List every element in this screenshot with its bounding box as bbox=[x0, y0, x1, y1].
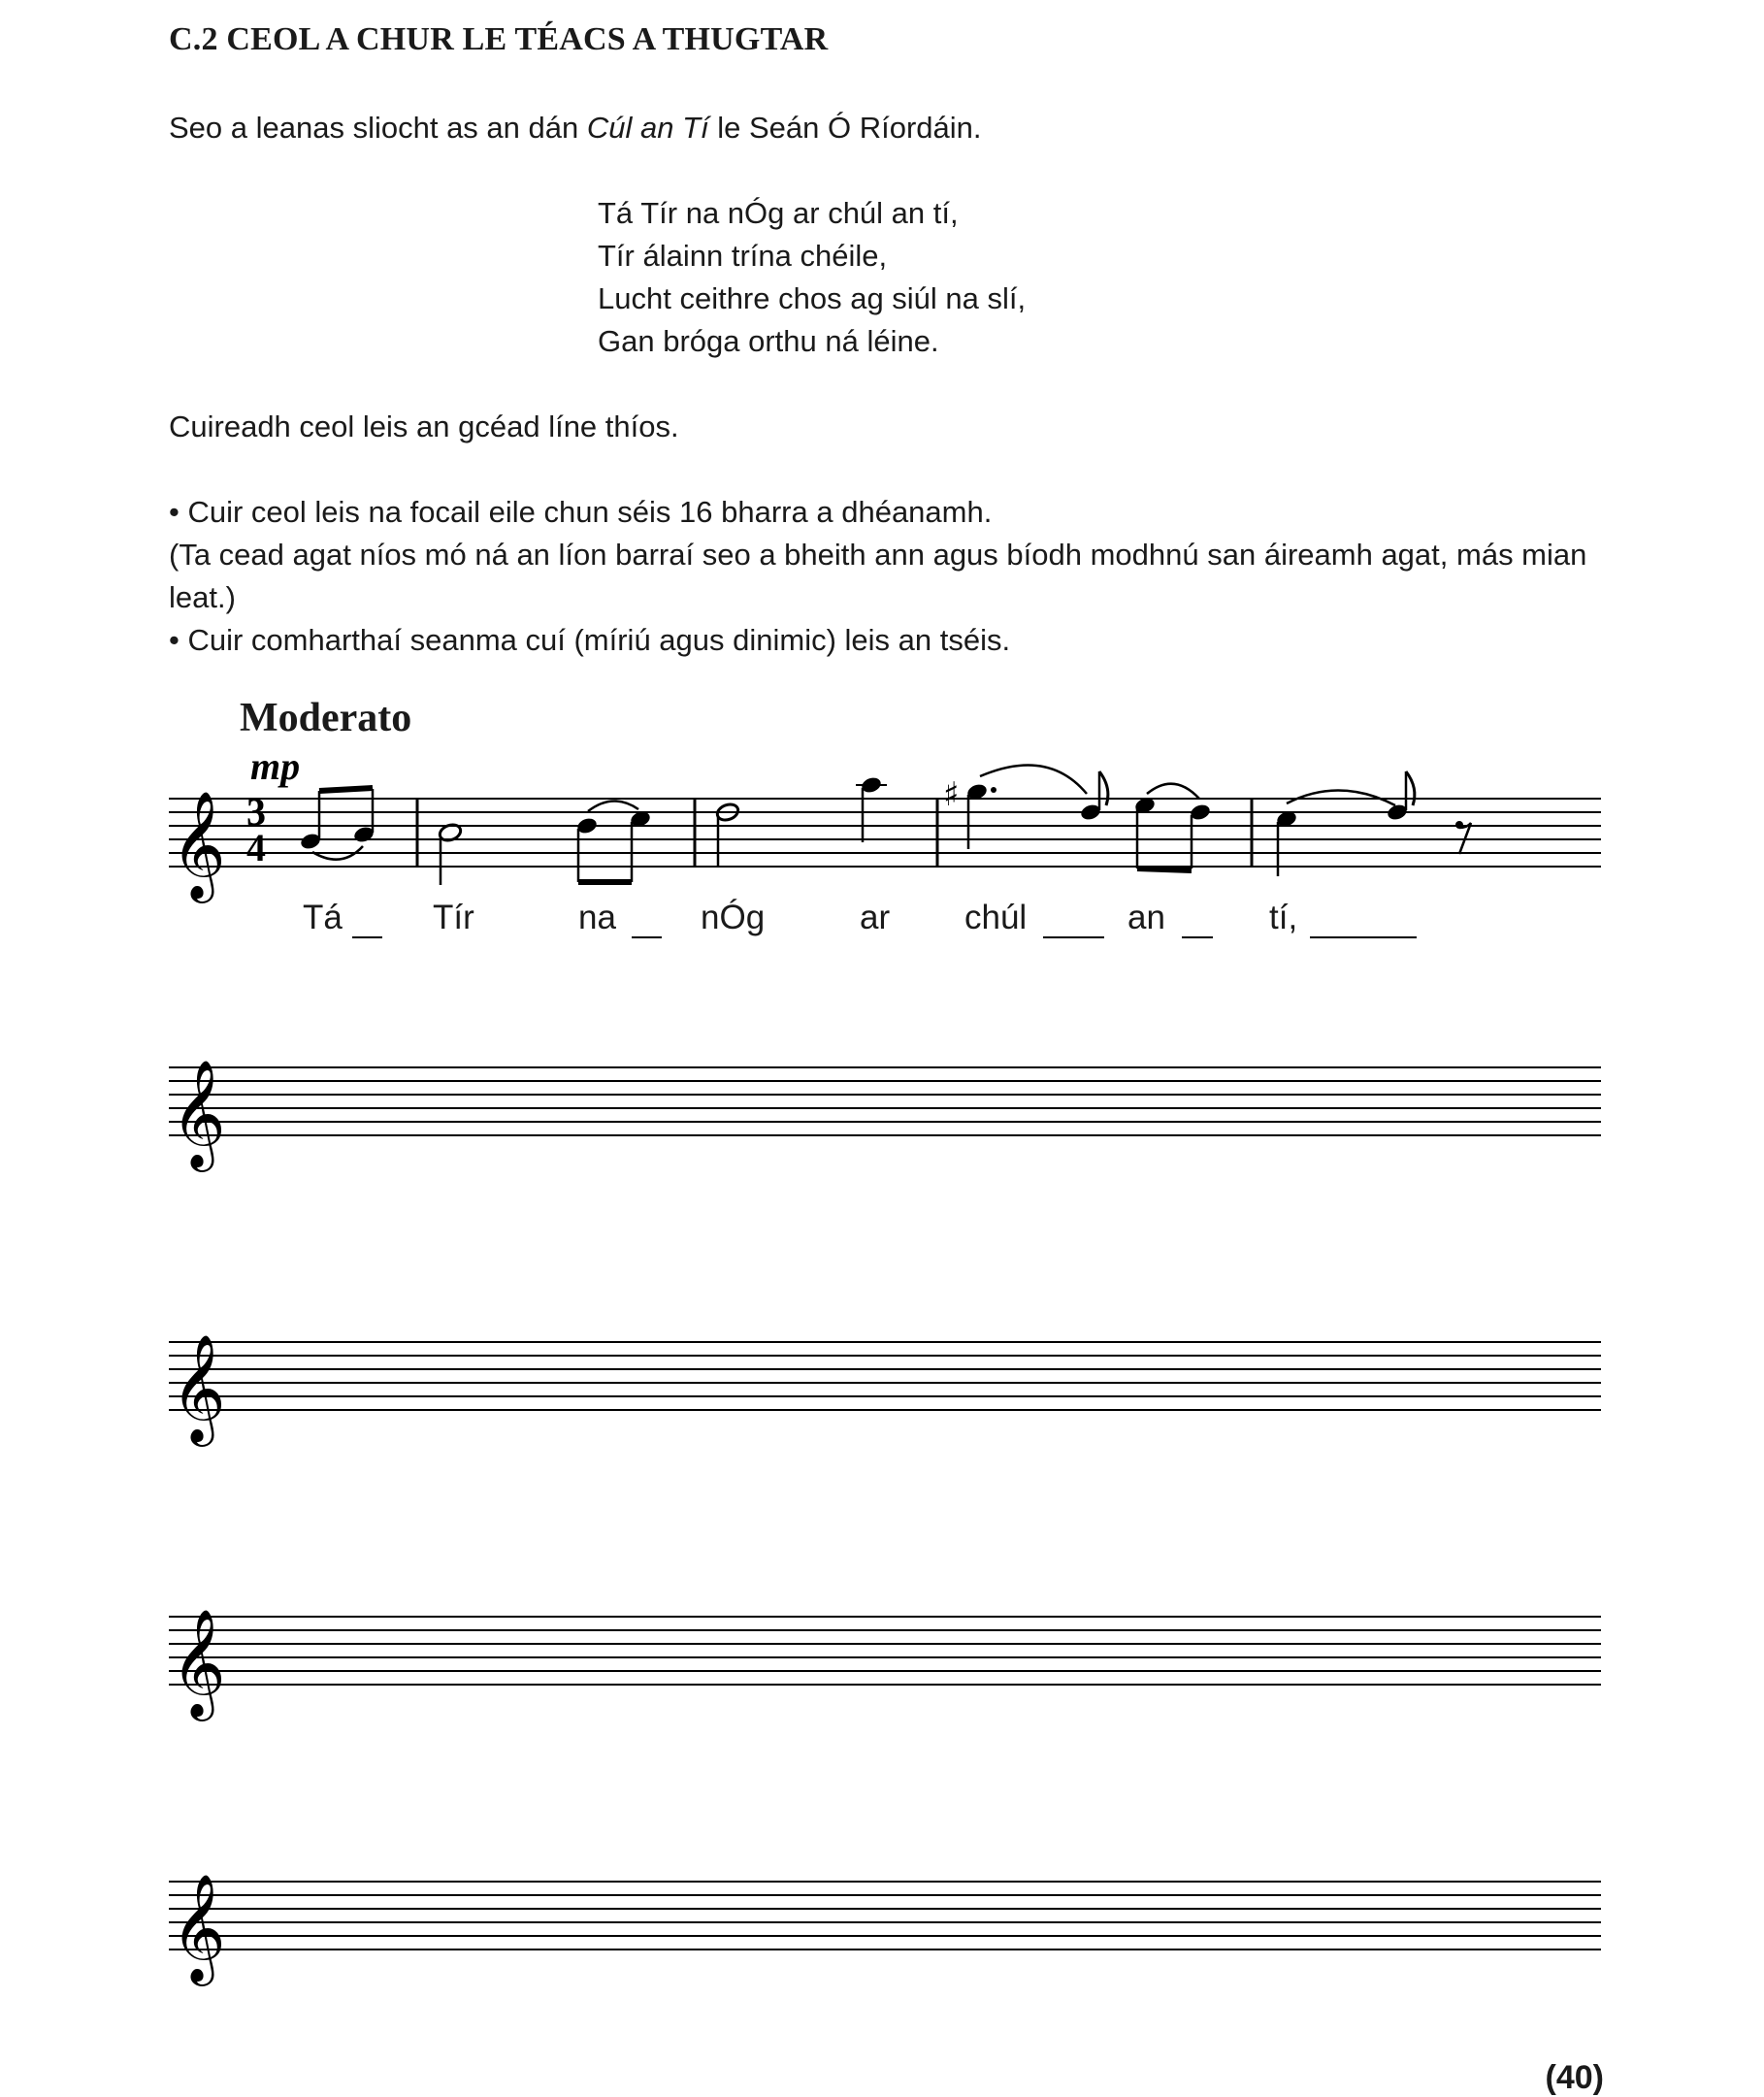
empty-staff-3 bbox=[169, 1608, 1601, 1721]
lyric-syllable: Tá bbox=[303, 899, 343, 936]
empty-staff-4 bbox=[169, 1873, 1601, 1986]
dynamic-marking: mp bbox=[250, 744, 301, 788]
marks-total: (40) bbox=[1545, 2059, 1604, 2096]
intro-text-before: Seo a leanas sliocht as an dán bbox=[169, 111, 587, 145]
flag bbox=[1099, 771, 1108, 805]
task-note: (Ta cead agat níos mó ná an líon barraí seo a bheith ann agus bíodh modhnú san áireamh agat, más mian leat.) bbox=[169, 538, 1587, 614]
lyric-syllable: tí, bbox=[1269, 899, 1298, 936]
poem-line: Gan bróga orthu ná léine. bbox=[598, 324, 939, 358]
sharp-icon: ♯ bbox=[943, 775, 960, 814]
treble-clef-icon: 𝄞 bbox=[171, 1873, 226, 1982]
task-item: • Cuir comharthaí seanma cuí (míriú agus dinimic) leis an tséis. bbox=[169, 623, 1011, 657]
flag bbox=[1406, 771, 1415, 805]
beam bbox=[319, 788, 373, 791]
intro-text-after: le Seán Ó Ríordáin. bbox=[708, 111, 982, 145]
bar-lines bbox=[417, 799, 1252, 867]
poem-line: Tír álainn trína chéile, bbox=[598, 239, 888, 273]
section-heading: C.2 CEOL A CHUR LE TÉACS A THUGTAR bbox=[169, 21, 829, 57]
treble-clef-icon: 𝄞 bbox=[171, 1608, 226, 1717]
treble-clef-icon: 𝄞 bbox=[171, 790, 226, 899]
instruction-text: Cuireadh ceol leis an gcéad líne thíos. bbox=[169, 410, 679, 443]
tempo-marking: Moderato bbox=[240, 696, 412, 740]
tie-slur bbox=[1147, 784, 1199, 799]
lyric-syllable: an bbox=[1127, 899, 1165, 936]
empty-staff-2 bbox=[169, 1333, 1601, 1447]
lyric-syllable: Tír bbox=[433, 899, 474, 936]
task-item: • Cuir ceol leis na focail eile chun séis 16 bharra a dhéanamh. bbox=[169, 495, 993, 529]
empty-staff-1 bbox=[169, 1059, 1601, 1172]
melody-staff bbox=[169, 799, 1601, 867]
time-signature-bottom: 4 bbox=[246, 826, 266, 869]
treble-clef-icon: 𝄞 bbox=[171, 1059, 226, 1167]
dot bbox=[991, 787, 996, 793]
poem-line: Lucht ceithre chos ag siúl na slí, bbox=[598, 281, 1027, 315]
time-signature-top: 3 bbox=[246, 790, 266, 834]
lyric-syllable: na bbox=[578, 899, 616, 936]
beam bbox=[1137, 868, 1192, 870]
lyric-syllable: ar bbox=[860, 899, 891, 936]
treble-clef-icon: 𝄞 bbox=[171, 1333, 226, 1442]
lyric-syllable: nÓg bbox=[701, 899, 766, 936]
lyric-syllable: chúl bbox=[964, 899, 1028, 936]
tie-slur bbox=[588, 801, 638, 811]
poem-title: Cúl an Tí bbox=[586, 111, 709, 145]
poem-line: Tá Tír na nÓg ar chúl an tí, bbox=[598, 196, 959, 230]
